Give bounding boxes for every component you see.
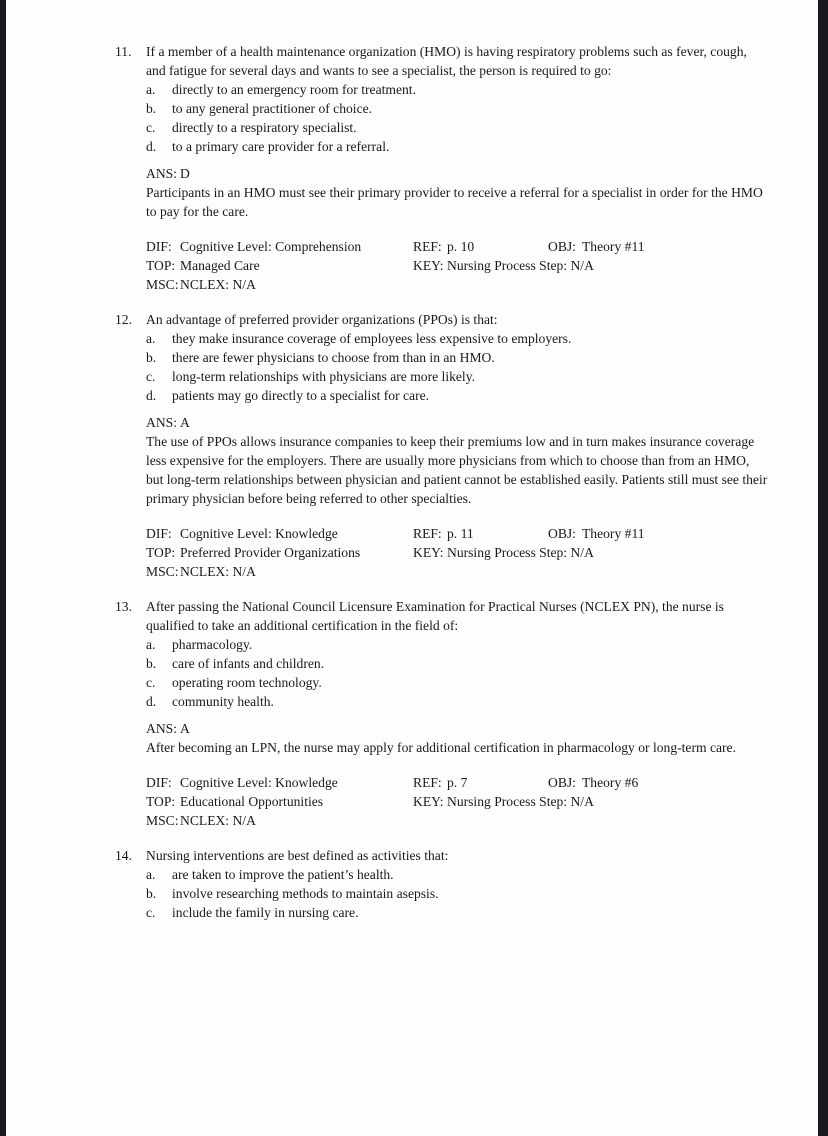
option-letter: c. xyxy=(146,675,156,690)
answer-option xyxy=(146,118,768,137)
answer-line xyxy=(146,164,768,183)
answer-option xyxy=(146,137,768,156)
question-12 xyxy=(115,310,775,581)
key-field xyxy=(413,256,768,275)
metadata-row xyxy=(146,237,768,256)
top-label: TOP: xyxy=(146,545,176,560)
question-number: 12. xyxy=(115,312,132,327)
obj-value: Theory #11 xyxy=(582,239,645,254)
option-letter: d. xyxy=(146,694,157,709)
option-text: involve researching methods to maintain asepsis. xyxy=(172,886,439,901)
option-text: long-term relationships with physicians are more likely. xyxy=(172,369,476,384)
answer-option xyxy=(146,865,768,884)
ref-label: REF: xyxy=(413,526,442,541)
key-field xyxy=(413,543,768,562)
msc-field xyxy=(146,275,413,294)
option-text: pharmacology. xyxy=(172,637,253,652)
answer-value: D xyxy=(180,166,190,181)
answer-option xyxy=(146,635,768,654)
option-text: to any general practitioner of choice. xyxy=(172,101,373,116)
option-text: there are fewer physicians to choose from than in an HMO. xyxy=(172,350,495,365)
top-field xyxy=(146,792,413,811)
option-letter: c. xyxy=(146,120,156,135)
answer-label: ANS: xyxy=(146,166,177,181)
top-label: TOP: xyxy=(146,794,176,809)
answer-option xyxy=(146,99,768,118)
question-13 xyxy=(115,597,775,830)
metadata-row xyxy=(146,562,768,581)
dif-field xyxy=(146,773,413,792)
option-letter: b. xyxy=(146,886,157,901)
option-letter: a. xyxy=(146,82,156,97)
option-text: care of infants and children. xyxy=(172,656,325,671)
ref-value: p. 10 xyxy=(447,239,475,254)
answer-block xyxy=(146,164,768,221)
answer-label: ANS: xyxy=(146,721,177,736)
answer-option xyxy=(146,673,768,692)
answer-option xyxy=(146,367,768,386)
question-metadata xyxy=(146,524,768,581)
top-value: Educational Opportunities xyxy=(180,794,324,809)
option-letter: d. xyxy=(146,388,157,403)
answer-option xyxy=(146,903,768,922)
dif-label: DIF: xyxy=(146,239,172,254)
metadata-row xyxy=(146,524,768,543)
metadata-row xyxy=(146,543,768,562)
obj-field xyxy=(548,773,768,792)
option-text: include the family in nursing care. xyxy=(172,905,359,920)
option-text: directly to a respiratory specialist. xyxy=(172,120,357,135)
answer-block xyxy=(146,413,768,508)
option-text: directly to an emergency room for treatment. xyxy=(172,82,416,97)
option-letter: c. xyxy=(146,369,156,384)
answer-feedback: Participants in an HMO must see their primary provider to receive a referral for a specialist in order for the HMO to pay for the care. xyxy=(146,185,763,219)
obj-field xyxy=(548,524,768,543)
ref-value: p. 11 xyxy=(447,526,474,541)
key-label: KEY: xyxy=(413,794,444,809)
answer-block xyxy=(146,719,768,757)
dif-field xyxy=(146,237,413,256)
msc-value: NCLEX: N/A xyxy=(180,813,256,828)
ref-label: REF: xyxy=(413,775,442,790)
answer-option xyxy=(146,386,768,405)
question-stem: After passing the National Council Licensure Examination for Practical Nurses (NCLEX PN), the nurse is qualified to take an additional certification in the field of: xyxy=(146,599,724,633)
option-letter: c. xyxy=(146,905,156,920)
answer-label: ANS: xyxy=(146,415,177,430)
obj-label: OBJ: xyxy=(548,526,576,541)
option-text: patients may go directly to a specialist for care. xyxy=(172,388,430,403)
question-metadata xyxy=(146,773,768,830)
answer-option xyxy=(146,80,768,99)
dif-value: Cognitive Level: Knowledge xyxy=(180,775,338,790)
metadata-row xyxy=(146,773,768,792)
question-number: 13. xyxy=(115,599,132,614)
option-text: they make insurance coverage of employees less expensive to employers. xyxy=(172,331,572,346)
answer-option xyxy=(146,692,768,711)
ref-field xyxy=(413,524,548,543)
question-number: 14. xyxy=(115,848,132,863)
question-stem: If a member of a health maintenance organization (HMO) is having respiratory problems such as fever, cough, and fatigue for several days and wants to see a specialist, the person is required to go: xyxy=(146,44,747,78)
key-value: Nursing Process Step: N/A xyxy=(447,545,594,560)
question-stem: An advantage of preferred provider organizations (PPOs) is that: xyxy=(146,312,498,327)
page-right-edge xyxy=(818,0,828,1136)
top-field xyxy=(146,543,413,562)
metadata-row xyxy=(146,792,768,811)
option-text: to a primary care provider for a referral. xyxy=(172,139,390,154)
obj-field xyxy=(548,237,768,256)
top-label: TOP: xyxy=(146,258,176,273)
answer-option xyxy=(146,654,768,673)
option-text: community health. xyxy=(172,694,274,709)
msc-value: NCLEX: N/A xyxy=(180,277,256,292)
question-metadata xyxy=(146,237,768,294)
ref-value: p. 7 xyxy=(447,775,468,790)
dif-value: Cognitive Level: Comprehension xyxy=(180,239,362,254)
ref-field xyxy=(413,773,548,792)
answer-value: A xyxy=(180,721,190,736)
key-label: KEY: xyxy=(413,258,444,273)
top-field xyxy=(146,256,413,275)
msc-field xyxy=(146,811,413,830)
page-left-edge xyxy=(0,0,6,1136)
ref-label: REF: xyxy=(413,239,442,254)
msc-label: MSC: xyxy=(146,813,179,828)
option-text: operating room technology. xyxy=(172,675,322,690)
question-11 xyxy=(115,42,775,294)
metadata-row xyxy=(146,275,768,294)
dif-field xyxy=(146,524,413,543)
key-value: Nursing Process Step: N/A xyxy=(447,794,594,809)
option-letter: a. xyxy=(146,637,156,652)
msc-value: NCLEX: N/A xyxy=(180,564,256,579)
key-field xyxy=(413,792,768,811)
obj-label: OBJ: xyxy=(548,775,576,790)
obj-value: Theory #6 xyxy=(582,775,639,790)
metadata-row xyxy=(146,256,768,275)
answer-value: A xyxy=(180,415,190,430)
answer-line xyxy=(146,413,768,432)
answer-option xyxy=(146,329,768,348)
option-letter: b. xyxy=(146,101,157,116)
obj-value: Theory #11 xyxy=(582,526,645,541)
dif-value: Cognitive Level: Knowledge xyxy=(180,526,338,541)
obj-label: OBJ: xyxy=(548,239,576,254)
option-letter: d. xyxy=(146,139,157,154)
key-value: Nursing Process Step: N/A xyxy=(447,258,594,273)
option-letter: b. xyxy=(146,656,157,671)
msc-field xyxy=(146,562,413,581)
question-14 xyxy=(115,846,775,922)
msc-label: MSC: xyxy=(146,277,179,292)
answer-option xyxy=(146,348,768,367)
answer-feedback: After becoming an LPN, the nurse may apply for additional certification in pharmacology or long-term care. xyxy=(146,740,736,755)
option-text: are taken to improve the patient’s health. xyxy=(172,867,394,882)
msc-label: MSC: xyxy=(146,564,179,579)
answer-option xyxy=(146,884,768,903)
dif-label: DIF: xyxy=(146,775,172,790)
metadata-row xyxy=(146,811,768,830)
question-number: 11. xyxy=(115,44,132,59)
option-letter: b. xyxy=(146,350,157,365)
key-label: KEY: xyxy=(413,545,444,560)
top-value: Managed Care xyxy=(180,258,260,273)
option-letter: a. xyxy=(146,867,156,882)
dif-label: DIF: xyxy=(146,526,172,541)
question-stem: Nursing interventions are best defined as activities that: xyxy=(146,848,449,863)
answer-feedback: The use of PPOs allows insurance companies to keep their premiums low and in turn makes insurance coverage less expensive for the employers. There are usually more physicians from which to choose than from an HMO, but long-term relationships between physician and patient cannot be established easily. Patients still must see their primary physician before being referred to other specialties. xyxy=(146,434,768,506)
option-letter: a. xyxy=(146,331,156,346)
top-value: Preferred Provider Organizations xyxy=(180,545,361,560)
ref-field xyxy=(413,237,548,256)
answer-line xyxy=(146,719,768,738)
document-content xyxy=(115,42,775,938)
